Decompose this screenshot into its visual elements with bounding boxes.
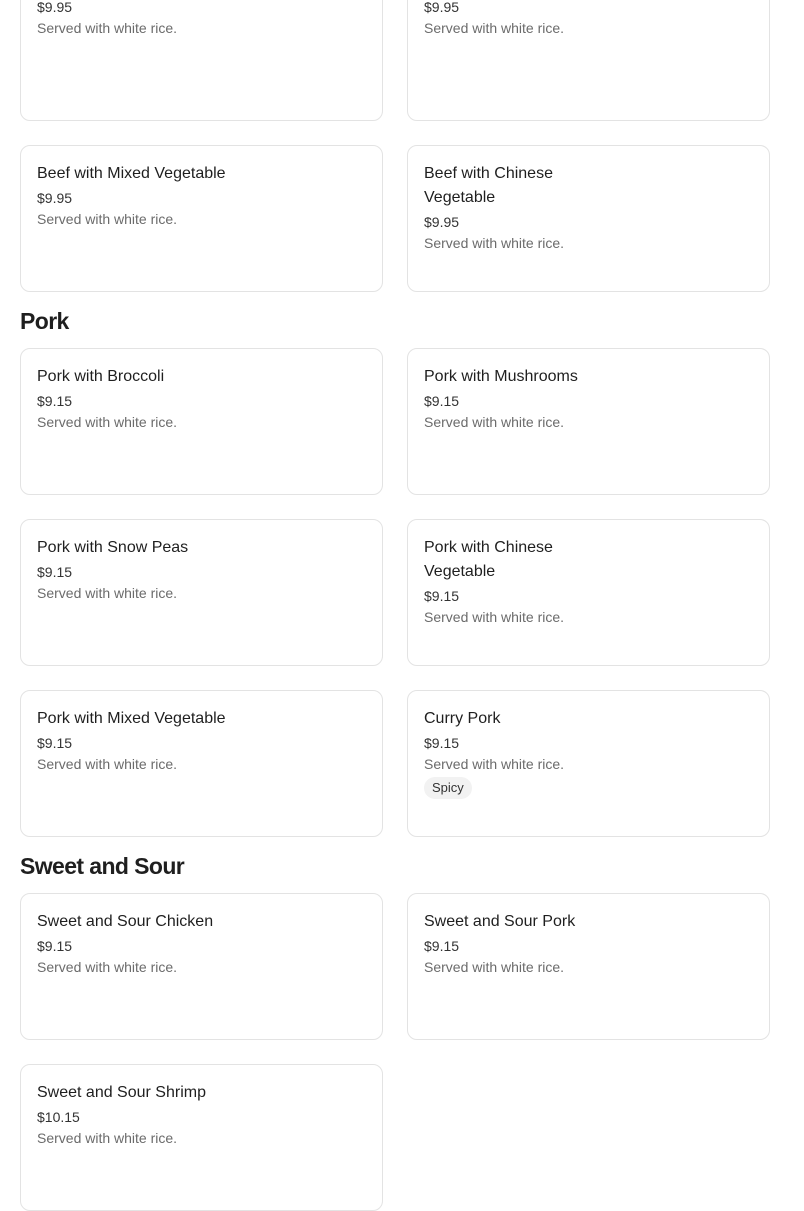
menu-item-card[interactable] <box>407 893 770 1040</box>
item-name: Pork with Mixed Vegetable <box>37 710 226 727</box>
item-price: $9.15 <box>424 393 460 409</box>
item-description: Served with white rice. <box>37 20 178 36</box>
item-description: Served with white rice. <box>424 959 565 975</box>
spicy-tag: Spicy <box>424 777 472 799</box>
item-name: Pork with Broccoli <box>37 368 165 385</box>
item-name: Beef with Mixed Vegetable <box>37 165 226 182</box>
item-price: $9.15 <box>424 588 460 604</box>
item-name: Pork with Chinese Vegetable <box>424 539 553 580</box>
menu-item-card[interactable] <box>20 519 383 666</box>
menu-item-card[interactable] <box>407 519 770 666</box>
item-name: Pork with Mushrooms <box>424 368 578 385</box>
menu-item-card[interactable] <box>20 893 383 1040</box>
item-description: Served with white rice. <box>37 211 178 227</box>
section-title: Sweet and Sour <box>20 853 185 879</box>
item-price: $10.15 <box>37 1109 80 1125</box>
item-price: $9.15 <box>37 938 73 954</box>
menu-item-card[interactable] <box>20 348 383 495</box>
menu-section-sweet-and-sour <box>0 837 804 1211</box>
item-price: $9.15 <box>424 735 460 751</box>
menu-item-card[interactable] <box>20 145 383 292</box>
item-description: Served with white rice. <box>37 585 178 601</box>
item-description: Served with white rice. <box>37 756 178 772</box>
item-description: Served with white rice. <box>424 20 565 36</box>
menu-item-card[interactable] <box>20 0 383 121</box>
item-name: Sweet and Sour Shrimp <box>37 1084 206 1101</box>
item-description: Served with white rice. <box>424 414 565 430</box>
item-price: $9.95 <box>424 214 460 230</box>
item-name: Curry Pork <box>424 710 501 727</box>
menu-section-previous <box>0 0 804 292</box>
menu-item-card[interactable] <box>407 690 770 837</box>
menu-item-card[interactable] <box>20 1064 383 1211</box>
item-price: $9.15 <box>424 938 460 954</box>
menu-item-card[interactable] <box>407 348 770 495</box>
item-description: Served with white rice. <box>37 959 178 975</box>
item-name: Sweet and Sour Chicken <box>37 913 214 930</box>
item-price: $9.15 <box>37 393 73 409</box>
menu-grid <box>20 348 770 837</box>
item-description: Served with white rice. <box>424 609 565 625</box>
item-name: Pork with Snow Peas <box>37 539 189 556</box>
item-description: Served with white rice. <box>37 1130 178 1146</box>
menu-item-card[interactable] <box>20 690 383 837</box>
item-price: $9.15 <box>37 564 73 580</box>
menu-grid <box>20 893 770 1211</box>
item-price: $9.95 <box>424 0 460 15</box>
menu-grid <box>20 0 770 292</box>
menu-item-card[interactable] <box>407 145 770 292</box>
item-description: Served with white rice. <box>424 756 565 772</box>
item-price: $9.95 <box>37 190 73 206</box>
menu-section-pork <box>0 292 804 837</box>
item-price: $9.95 <box>37 0 73 15</box>
item-price: $9.15 <box>37 735 73 751</box>
menu-item-card[interactable] <box>407 0 770 121</box>
item-description: Served with white rice. <box>424 235 565 251</box>
item-name: Beef with Chinese Vegetable <box>424 165 553 206</box>
item-name: Sweet and Sour Pork <box>424 913 576 930</box>
section-title: Pork <box>20 308 69 334</box>
item-description: Served with white rice. <box>37 414 178 430</box>
